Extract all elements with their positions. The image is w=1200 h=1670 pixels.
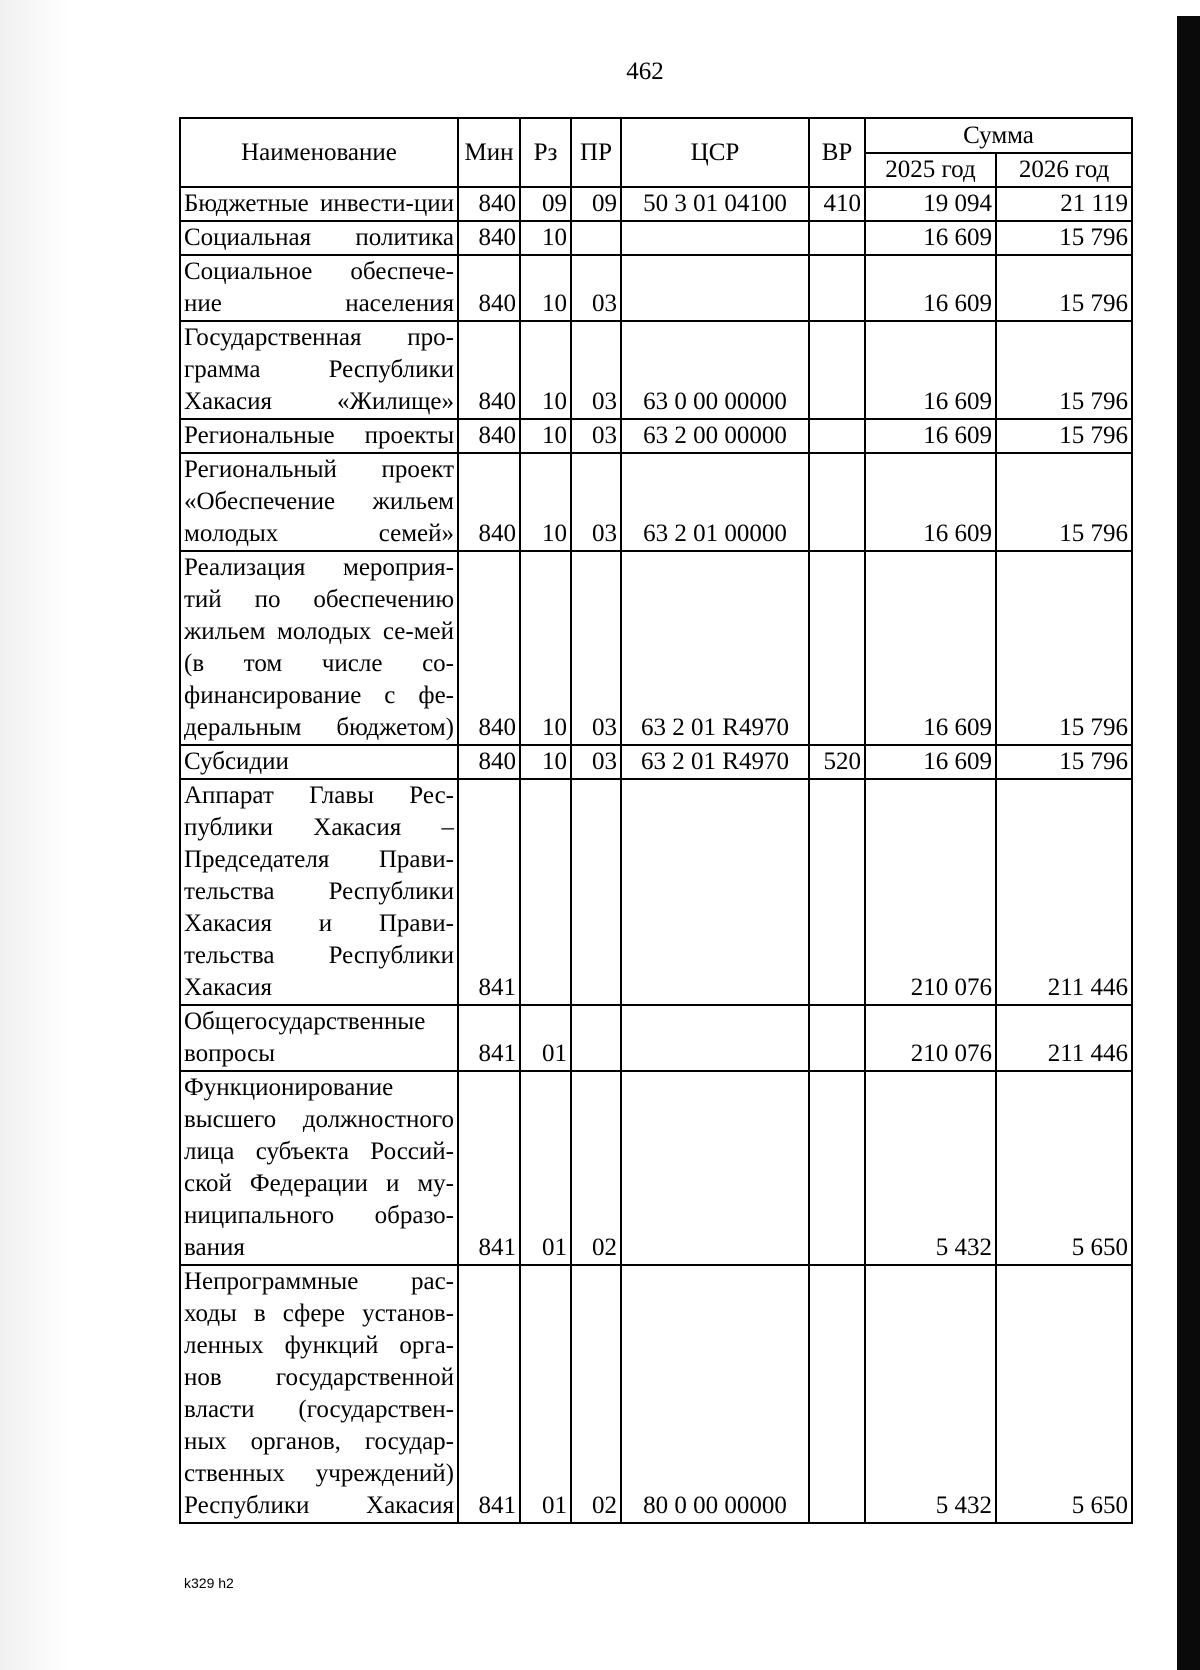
cell-name: Региональный проект «Обеспечение жильем молодых семей» bbox=[180, 453, 458, 551]
scan-edge-shadow bbox=[0, 0, 70, 1670]
cell-pr bbox=[571, 779, 621, 1005]
cell-rz: 01 bbox=[520, 1071, 571, 1265]
cell-y2025: 16 609 bbox=[865, 321, 996, 419]
cell-pr: 02 bbox=[571, 1265, 621, 1523]
cell-min: 841 bbox=[458, 1265, 520, 1523]
cell-y2026: 15 796 bbox=[996, 419, 1132, 453]
table-row bbox=[180, 255, 1132, 321]
cell-rz: 10 bbox=[520, 321, 571, 419]
cell-min: 841 bbox=[458, 1071, 520, 1265]
cell-y2025: 5 432 bbox=[865, 1071, 996, 1265]
cell-rz bbox=[520, 779, 571, 1005]
cell-pr: 02 bbox=[571, 1071, 621, 1265]
cell-vr bbox=[809, 1265, 865, 1523]
cell-min: 840 bbox=[458, 745, 520, 779]
cell-pr: 03 bbox=[571, 551, 621, 745]
cell-y2026: 15 796 bbox=[996, 551, 1132, 745]
cell-y2025: 210 076 bbox=[865, 779, 996, 1005]
cell-pr: 03 bbox=[571, 745, 621, 779]
cell-min: 840 bbox=[458, 221, 520, 255]
cell-vr bbox=[809, 221, 865, 255]
header-year-2025: 2025 год bbox=[865, 153, 996, 187]
cell-name: Государственная про-грамма Республики Хакасия «Жилище» bbox=[180, 321, 458, 419]
cell-y2026: 211 446 bbox=[996, 779, 1132, 1005]
cell-y2025: 210 076 bbox=[865, 1005, 996, 1071]
cell-name: Непрограммные рас-ходы в сфере установ-ленных функций орга-нов государственной власти (государствен-ных органов, государ-ственных учреждений) Республики Хакасия bbox=[180, 1265, 458, 1523]
cell-rz: 10 bbox=[520, 221, 571, 255]
cell-csr bbox=[621, 779, 809, 1005]
cell-vr bbox=[809, 779, 865, 1005]
cell-name: Общегосударственные вопросы bbox=[180, 1005, 458, 1071]
table-row bbox=[180, 221, 1132, 255]
table-row bbox=[180, 1005, 1132, 1071]
cell-csr: 80 0 00 00000 bbox=[621, 1265, 809, 1523]
cell-name: Функционирование высшего должностного лица субъекта Россий-ской Федерации и му-ниципального образо-вания bbox=[180, 1071, 458, 1265]
table-row bbox=[180, 551, 1132, 745]
cell-csr: 50 3 01 04100 bbox=[621, 187, 809, 221]
cell-csr: 63 2 01 R4970 bbox=[621, 745, 809, 779]
table-row bbox=[180, 419, 1132, 453]
cell-vr: 410 bbox=[809, 187, 865, 221]
cell-vr bbox=[809, 255, 865, 321]
table-row bbox=[180, 745, 1132, 779]
header-name: Наименование bbox=[180, 118, 458, 187]
cell-y2026: 21 119 bbox=[996, 187, 1132, 221]
cell-csr bbox=[621, 1005, 809, 1071]
cell-pr bbox=[571, 221, 621, 255]
cell-pr: 03 bbox=[571, 419, 621, 453]
cell-pr: 03 bbox=[571, 255, 621, 321]
table-row bbox=[180, 1071, 1132, 1265]
cell-y2025: 16 609 bbox=[865, 255, 996, 321]
cell-y2025: 16 609 bbox=[865, 419, 996, 453]
table-row bbox=[180, 453, 1132, 551]
cell-y2025: 19 094 bbox=[865, 187, 996, 221]
budget-table bbox=[179, 117, 1133, 1524]
cell-min: 841 bbox=[458, 1005, 520, 1071]
header-min: Мин bbox=[458, 118, 520, 187]
cell-csr: 63 2 01 R4970 bbox=[621, 551, 809, 745]
cell-min: 840 bbox=[458, 419, 520, 453]
header-vr: ВР bbox=[809, 118, 865, 187]
cell-name: Региональные проекты bbox=[180, 419, 458, 453]
cell-y2026: 5 650 bbox=[996, 1265, 1132, 1523]
cell-name: Бюджетные инвести-ции bbox=[180, 187, 458, 221]
cell-min: 840 bbox=[458, 321, 520, 419]
cell-min: 840 bbox=[458, 255, 520, 321]
cell-csr: 63 2 01 00000 bbox=[621, 453, 809, 551]
cell-name: Социальное обеспече-ние населения bbox=[180, 255, 458, 321]
cell-pr: 03 bbox=[571, 321, 621, 419]
table-row bbox=[180, 187, 1132, 221]
cell-y2025: 16 609 bbox=[865, 453, 996, 551]
cell-rz: 10 bbox=[520, 745, 571, 779]
cell-name: Субсидии bbox=[180, 745, 458, 779]
cell-csr: 63 2 00 00000 bbox=[621, 419, 809, 453]
cell-y2026: 15 796 bbox=[996, 221, 1132, 255]
table-row bbox=[180, 779, 1132, 1005]
cell-vr bbox=[809, 419, 865, 453]
cell-vr bbox=[809, 321, 865, 419]
page-number: 462 bbox=[626, 58, 664, 85]
cell-rz: 10 bbox=[520, 551, 571, 745]
cell-vr bbox=[809, 453, 865, 551]
cell-y2025: 5 432 bbox=[865, 1265, 996, 1523]
cell-name: Социальная политика bbox=[180, 221, 458, 255]
header-csr: ЦСР bbox=[621, 118, 809, 187]
cell-csr bbox=[621, 255, 809, 321]
cell-name: Реализация мероприя-тий по обеспечению жильем молодых се-мей (в том числе со-финансирование с фе-деральным бюджетом) bbox=[180, 551, 458, 745]
cell-y2026: 15 796 bbox=[996, 453, 1132, 551]
header-pr: ПР bbox=[571, 118, 621, 187]
cell-y2026: 15 796 bbox=[996, 255, 1132, 321]
cell-rz: 01 bbox=[520, 1265, 571, 1523]
cell-y2025: 16 609 bbox=[865, 745, 996, 779]
cell-y2026: 15 796 bbox=[996, 321, 1132, 419]
cell-rz: 10 bbox=[520, 255, 571, 321]
cell-rz: 10 bbox=[520, 419, 571, 453]
cell-csr bbox=[621, 1071, 809, 1265]
cell-vr bbox=[809, 1071, 865, 1265]
cell-pr: 09 bbox=[571, 187, 621, 221]
cell-min: 840 bbox=[458, 187, 520, 221]
scan-border-bar bbox=[1177, 16, 1200, 1670]
cell-y2025: 16 609 bbox=[865, 221, 996, 255]
cell-pr bbox=[571, 1005, 621, 1071]
header-sum: Сумма bbox=[865, 118, 1132, 153]
header-year-2026: 2026 год bbox=[996, 153, 1132, 187]
table-row bbox=[180, 1265, 1132, 1523]
cell-rz: 01 bbox=[520, 1005, 571, 1071]
cell-vr bbox=[809, 551, 865, 745]
cell-name: Аппарат Главы Рес-публики Хакасия – Председателя Прави-тельства Республики Хакасия и Прави-тельства Республики Хакасия bbox=[180, 779, 458, 1005]
cell-csr bbox=[621, 221, 809, 255]
header-rz: Рз bbox=[520, 118, 571, 187]
cell-vr bbox=[809, 1005, 865, 1071]
table-row bbox=[180, 321, 1132, 419]
cell-y2026: 5 650 bbox=[996, 1071, 1132, 1265]
cell-vr: 520 bbox=[809, 745, 865, 779]
cell-rz: 10 bbox=[520, 453, 571, 551]
cell-min: 840 bbox=[458, 551, 520, 745]
cell-y2025: 16 609 bbox=[865, 551, 996, 745]
cell-min: 841 bbox=[458, 779, 520, 1005]
cell-y2026: 211 446 bbox=[996, 1005, 1132, 1071]
cell-min: 840 bbox=[458, 453, 520, 551]
cell-pr: 03 bbox=[571, 453, 621, 551]
cell-y2026: 15 796 bbox=[996, 745, 1132, 779]
cell-csr: 63 0 00 00000 bbox=[621, 321, 809, 419]
cell-rz: 09 bbox=[520, 187, 571, 221]
footer-code: k329 h2 bbox=[184, 1575, 234, 1591]
